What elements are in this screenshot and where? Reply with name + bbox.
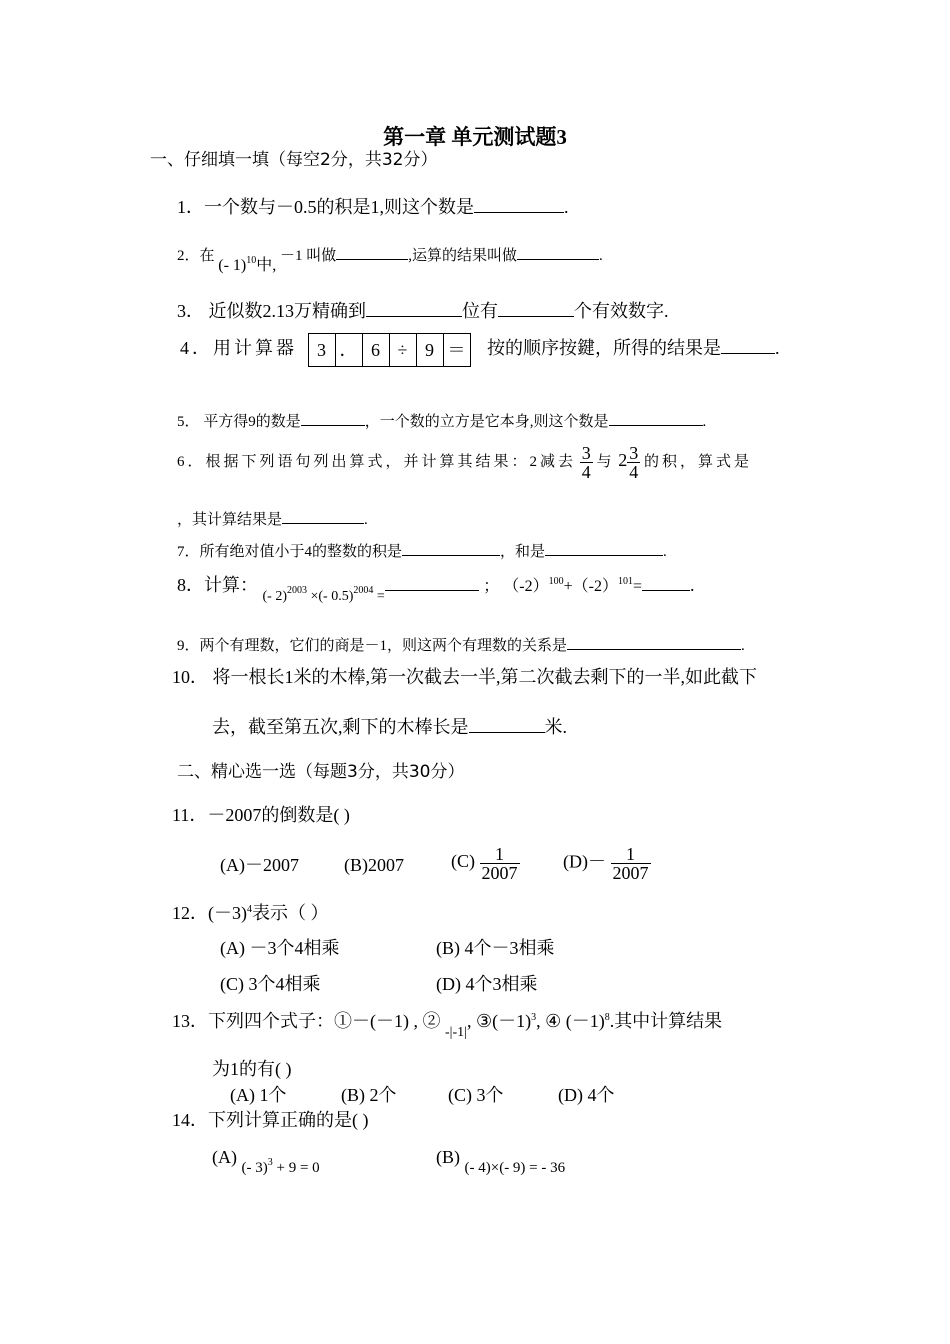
answer-blank[interactable] (282, 508, 364, 524)
q8-eq: = (373, 589, 385, 604)
option-11-D[interactable] (563, 845, 651, 882)
key-6: 6 (363, 334, 390, 366)
q14-A-base: (- 3) (241, 1160, 268, 1176)
q8-d: = (633, 578, 643, 595)
option-label: (A) 1个 (230, 1085, 287, 1105)
mixed-whole: 2 (618, 449, 628, 470)
question-14 (172, 1111, 369, 1129)
q8-base2: ×(- 0.5) (307, 589, 354, 604)
option-14-A[interactable] (212, 1147, 320, 1176)
answer-blank[interactable] (474, 197, 564, 213)
question-5 (177, 410, 706, 430)
fraction-1-2007 (480, 845, 520, 882)
option-11-B[interactable] (344, 856, 404, 874)
option-label: (C) 3个 (448, 1085, 504, 1105)
option-label: (A) －3个4相乘 (220, 938, 340, 958)
answer-blank[interactable] (469, 717, 545, 733)
q6-and: 与 (596, 453, 615, 470)
question-9 (177, 634, 745, 654)
option-label: (D)－ (563, 851, 606, 872)
section-2-heading: 二、精心选一选（每题3分，共30分） (177, 762, 465, 782)
q14-stem: 14．下列计算正确的是( ) (172, 1110, 369, 1130)
numerator: 1 (611, 845, 651, 864)
answer-blank[interactable] (721, 338, 775, 354)
answer-blank[interactable] (609, 410, 703, 426)
option-13-C[interactable] (448, 1086, 504, 1104)
q6-end: . (364, 512, 368, 528)
answer-blank[interactable] (402, 540, 500, 556)
q4-a: 4．用计算器 (180, 338, 297, 359)
option-label: (D) 4个3相乘 (436, 974, 538, 994)
option-12-C[interactable] (220, 975, 321, 993)
q14-B-expr: (- 4)×(- 9) = - 36 (464, 1160, 566, 1176)
fraction-3-4-mixed (627, 444, 640, 481)
option-13-B[interactable] (341, 1086, 397, 1104)
numerator: 3 (629, 443, 639, 463)
q3-c: 个有效数字. (574, 301, 669, 321)
answer-blank[interactable] (517, 246, 599, 260)
q14-A-rest: + 9 = 0 (272, 1160, 320, 1176)
option-13-A[interactable] (230, 1086, 287, 1104)
q2-end: . (599, 248, 603, 264)
q11-stem: 11．－2007的倒数是( ) (172, 805, 350, 825)
q12-exp: 4 (247, 904, 252, 915)
option-label: (A) (212, 1147, 237, 1167)
q2-minus-one: －1 叫做 (280, 248, 337, 264)
question-12 (172, 904, 329, 922)
q2-mid: ,运算的结果叫做 (408, 248, 518, 264)
option-label: (B) 4个－3相乘 (436, 938, 555, 958)
answer-blank[interactable] (642, 575, 690, 591)
q2-expr: (- 1) (218, 257, 247, 274)
q13-abs-expr: -|-1| (445, 1025, 467, 1040)
q13-b: , ③(－1) (466, 1011, 532, 1031)
option-11-C[interactable] (451, 845, 520, 882)
q13-exp1: 3 (531, 1012, 537, 1023)
option-12-D[interactable] (436, 975, 538, 993)
q3-a: 3． 近似数2.13万精确到 (177, 301, 366, 321)
q8-a: 8．计算： (177, 575, 258, 595)
option-12-A[interactable] (220, 939, 340, 957)
key-9: 9 (417, 334, 444, 366)
answer-blank[interactable] (545, 540, 663, 556)
answer-blank[interactable] (366, 301, 462, 317)
q8-exp2: 2004 (353, 585, 374, 596)
q8-base1: (- 2) (262, 589, 287, 604)
q6-a: 6．根据下列语句列出算式，并计算其结果：2减去 (177, 453, 577, 470)
section-1-heading: 一、仔细填一填（每空2分，共32分） (150, 150, 438, 170)
q10-b: 去，截至第五次,剩下的木棒长是 (212, 717, 469, 737)
q2-prefix: 2．在 (177, 248, 215, 264)
option-label: (A)－2007 (220, 855, 299, 875)
numerator: 1 (480, 845, 520, 864)
key-divide: ÷ (390, 334, 417, 366)
option-label: (B)2007 (344, 855, 404, 875)
option-13-D[interactable] (558, 1086, 615, 1104)
question-1 (177, 197, 569, 216)
key-equals: ＝ (447, 340, 466, 360)
question-6 (177, 444, 752, 481)
page-title: 第一章 单元测试题3 (383, 125, 567, 149)
question-13-cont (212, 1060, 292, 1078)
option-label: (B) (436, 1147, 460, 1167)
question-10-cont (212, 717, 567, 736)
option-11-A[interactable] (220, 856, 299, 874)
q7-b: ，和是 (500, 544, 546, 560)
q8-end: . (690, 575, 695, 595)
fraction-neg-1-2007 (611, 845, 651, 882)
question-3 (177, 301, 669, 320)
question-2 (177, 246, 603, 274)
q14-A-exp: 3 (267, 1157, 273, 1168)
q1-end: . (564, 197, 569, 217)
q6-d: ，其计算结果是 (177, 512, 283, 528)
numerator: 3 (581, 443, 591, 463)
fraction-3-4 (580, 444, 593, 481)
question-6-cont (177, 508, 368, 528)
question-4 (180, 333, 780, 367)
q2-in: 中, (256, 257, 277, 274)
q8-exp3: 100 (548, 576, 564, 587)
q8-c: +（-2） (563, 578, 618, 595)
question-7 (177, 540, 667, 560)
answer-blank[interactable] (301, 410, 365, 426)
key-dot: ． (336, 334, 363, 366)
answer-blank[interactable] (385, 575, 479, 591)
q4-end: . (775, 338, 780, 359)
q9-end: . (741, 638, 745, 654)
option-label: (C) 3个4相乘 (220, 974, 321, 994)
option-label: (D) 4个 (558, 1085, 615, 1105)
question-8 (177, 575, 695, 604)
denominator: 4 (629, 462, 639, 482)
q12-a: 12．(－3) (172, 903, 247, 923)
calculator-key-sequence (308, 333, 471, 367)
q4-b: 按的顺序按鍵，所得的结果是 (487, 338, 721, 359)
q1-text: 1．一个数与－0.5的积是1,则这个数是 (177, 197, 474, 217)
q9-a: 9．两个有理数，它们的商是－1，则这两个有理数的关系是 (177, 638, 568, 654)
answer-blank[interactable] (567, 634, 741, 650)
key-3: 3 (309, 334, 336, 366)
q10-a: 10． 将一根长1米的木棒,第一次截去一半,第二次截去剩下的一半,如此截下 (172, 667, 757, 687)
q8-b: ； （-2） (483, 578, 549, 595)
question-11 (172, 806, 350, 824)
q13-e: 为1的有( ) (212, 1059, 292, 1079)
answer-blank[interactable] (336, 246, 408, 260)
q12-b: 表示（ ） (252, 903, 329, 923)
q8-exp4: 101 (618, 576, 633, 587)
denominator: 2007 (481, 863, 518, 883)
option-label: (B) 2个 (341, 1085, 397, 1105)
q7-a: 7．所有绝对值小于4的整数的积是 (177, 544, 403, 560)
q2-exponent: 10 (246, 255, 257, 266)
question-13 (172, 1011, 723, 1040)
q13-exp2: 8 (604, 1012, 610, 1023)
q6-c: 的积，算式是 (644, 453, 753, 470)
q7-end: . (663, 544, 667, 560)
q13-c: , ④ (－1) (536, 1011, 605, 1031)
answer-blank[interactable] (498, 301, 574, 317)
q5-end: . (702, 414, 707, 430)
q13-d: .其中计算结果 (609, 1011, 723, 1031)
q3-b: 位有 (462, 301, 498, 321)
q5-a: 5． 平方得9的数是 (177, 414, 301, 430)
q13-a: 13．下列四个式子：①－(－1) , ② (172, 1011, 441, 1031)
question-10 (172, 668, 757, 686)
option-label: (C) (451, 850, 475, 871)
q10-c: 米. (544, 717, 567, 737)
q5-b: ，一个数的立方是它本身,则这个数是 (364, 414, 609, 430)
denominator: 4 (581, 462, 591, 482)
option-12-B[interactable] (436, 939, 555, 957)
denominator: 2007 (612, 863, 649, 883)
q8-exp1: 2003 (287, 585, 307, 596)
